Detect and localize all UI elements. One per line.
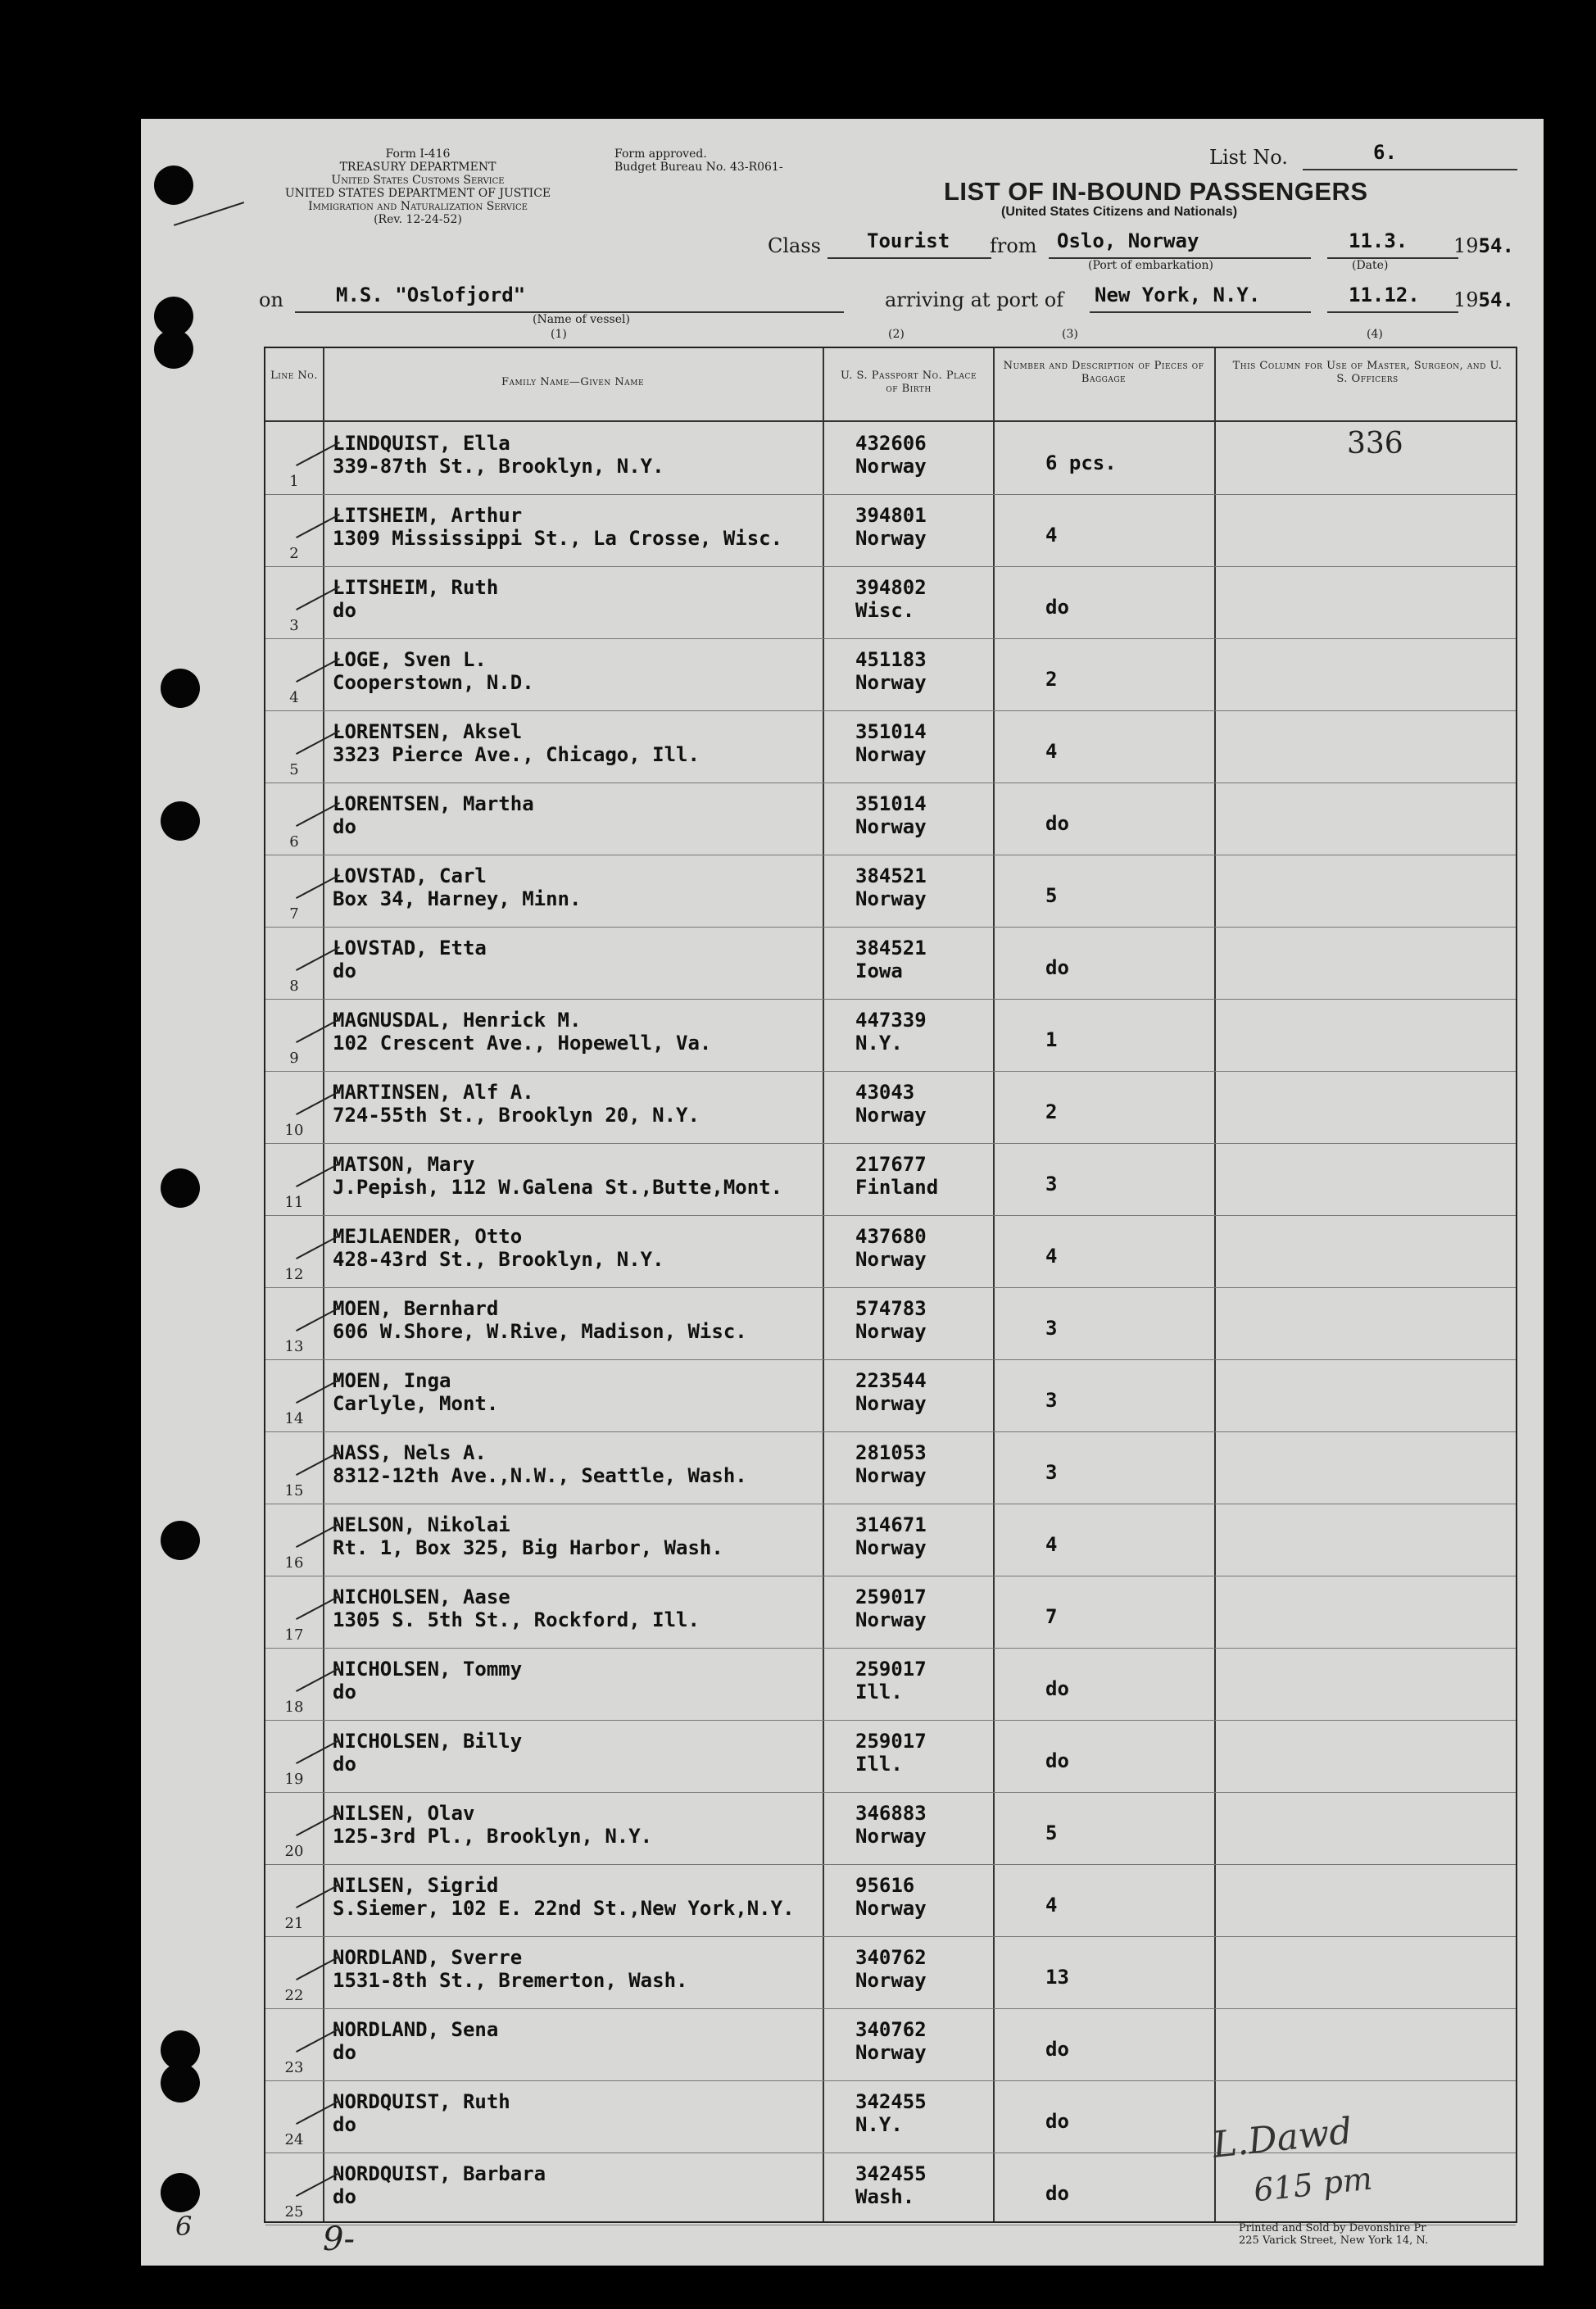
- passenger-name: MAGNUSDAL, Henrick M.: [333, 1009, 582, 1032]
- place-of-birth: Norway: [855, 1320, 927, 1343]
- passenger-address: 1531-8th St., Bremerton, Wash.: [333, 1969, 688, 1992]
- baggage-count: 4: [1045, 524, 1058, 547]
- handwritten-time: 615 pm: [1252, 2160, 1374, 2209]
- class-label: Class: [768, 234, 821, 257]
- passenger-address: do: [333, 815, 356, 838]
- place-of-birth: Norway: [855, 455, 927, 478]
- baggage-count: 3: [1045, 1461, 1058, 1484]
- vessel-caption: (Name of vessel): [533, 313, 630, 326]
- baggage-count: do: [1045, 812, 1069, 835]
- passenger-address: 1309 Mississippi St., La Crosse, Wisc.: [333, 527, 783, 550]
- place-of-birth: Ill.: [855, 1681, 903, 1703]
- passport-number: 432606: [855, 432, 927, 455]
- passenger-name: NORDLAND, Sena: [333, 2018, 499, 2041]
- from-label: from: [990, 234, 1037, 257]
- dept-justice: UNITED STATES DEPARTMENT OF JUSTICE: [284, 187, 551, 200]
- officer-stamp-number: 336: [1347, 427, 1403, 460]
- passport-number: 223544: [855, 1369, 927, 1392]
- binder-hole: [154, 166, 193, 205]
- arrival-year: [1453, 288, 1514, 311]
- list-number-value: 6.: [1373, 141, 1397, 164]
- place-of-birth: N.Y.: [855, 1032, 903, 1055]
- header-passport: U. S. Passport No. Place of Birth: [840, 370, 977, 395]
- passenger-address: Box 34, Harney, Minn.: [333, 887, 582, 910]
- passenger-name: MOEN, Inga: [333, 1369, 451, 1392]
- passport-number: 384521: [855, 937, 927, 959]
- line-number: 23: [284, 2059, 304, 2076]
- passenger-address: Carlyle, Mont.: [333, 1392, 499, 1415]
- passport-number: 340762: [855, 2018, 927, 2041]
- passenger-address: 1305 S. 5th St., Rockford, Ill.: [333, 1608, 700, 1631]
- baggage-count: do: [1045, 2182, 1069, 2205]
- embarkation-caption: (Port of embarkation): [1088, 259, 1213, 272]
- passenger-address: 606 W.Shore, W.Rive, Madison, Wisc.: [333, 1320, 747, 1343]
- passenger-name: MATSON, Mary: [333, 1153, 475, 1176]
- place-of-birth: Norway: [855, 743, 927, 766]
- dept-customs: United States Customs Service: [331, 174, 505, 187]
- line-number: 12: [284, 1266, 304, 1283]
- baggage-count: 4: [1045, 1533, 1058, 1556]
- passport-number: 574783: [855, 1297, 927, 1320]
- baggage-count: 7: [1045, 1605, 1058, 1628]
- class-line: [827, 257, 991, 259]
- line-number: 2: [289, 545, 299, 562]
- passport-number: 314671: [855, 1513, 927, 1536]
- passport-number: 95616: [855, 1874, 915, 1897]
- table-row: [265, 1936, 1516, 2009]
- form-subtitle: (United States Citizens and Nationals): [1001, 205, 1238, 219]
- passenger-name: NICHOLSEN, Aase: [333, 1585, 510, 1608]
- passenger-name: LOVSTAD, Carl: [333, 864, 487, 887]
- form-approved: Form approved.: [614, 147, 707, 161]
- table-row: [265, 1143, 1516, 1216]
- line-number: 10: [284, 1122, 304, 1139]
- passenger-address: do: [333, 2185, 356, 2208]
- place-of-birth: Norway: [855, 1104, 927, 1127]
- line-number: 14: [284, 1410, 304, 1427]
- date-line: [1327, 257, 1458, 259]
- year-prefix: 19: [1453, 288, 1479, 311]
- printer-imprint: [1239, 2222, 1428, 2247]
- line-number: 4: [289, 689, 299, 706]
- passport-number: 351014: [855, 720, 927, 743]
- form-title: LIST OF IN-BOUND PASSENGERS: [944, 177, 1368, 206]
- place-of-birth: Norway: [855, 887, 927, 910]
- line-number: 13: [284, 1338, 304, 1355]
- line-number: 20: [284, 1843, 304, 1860]
- passenger-table: [264, 347, 1517, 2223]
- table-row: [265, 1720, 1516, 1793]
- baggage-count: do: [1045, 1749, 1069, 1772]
- passport-number: 259017: [855, 1658, 927, 1681]
- column-number-3: (3): [1062, 328, 1078, 341]
- baggage-count: 2: [1045, 1100, 1058, 1123]
- binder-hole: [161, 2173, 200, 2212]
- line-number: 17: [284, 1626, 304, 1644]
- passenger-address: Rt. 1, Box 325, Big Harbor, Wash.: [333, 1536, 723, 1559]
- passenger-address: 428-43rd St., Brooklyn, N.Y.: [333, 1248, 664, 1271]
- margin-note: 9-: [323, 2221, 355, 2258]
- passport-number: 351014: [855, 792, 927, 815]
- dept-ins: Immigration and Naturalization Service: [308, 200, 528, 213]
- class-value: Tourist: [867, 229, 950, 252]
- line-number: 15: [284, 1482, 304, 1499]
- place-of-birth: Norway: [855, 815, 927, 838]
- line-number: 1: [289, 473, 299, 490]
- baggage-count: 13: [1045, 1966, 1069, 1989]
- line-number: 18: [284, 1699, 304, 1716]
- baggage-count: 2: [1045, 668, 1058, 691]
- place-of-birth: Norway: [855, 1969, 927, 1992]
- form-approval: [614, 147, 783, 174]
- line-number: 24: [284, 2131, 304, 2148]
- passenger-address: do: [333, 599, 356, 622]
- place-of-birth: Iowa: [855, 959, 903, 982]
- binder-hole: [161, 801, 200, 841]
- form-header: [254, 147, 582, 226]
- place-of-birth: N.Y.: [855, 2113, 903, 2136]
- passenger-name: NICHOLSEN, Billy: [333, 1730, 523, 1753]
- binder-hole: [161, 1168, 200, 1208]
- passenger-address: do: [333, 2113, 356, 2136]
- passenger-name: NELSON, Nikolai: [333, 1513, 510, 1536]
- table-row: [265, 638, 1516, 711]
- passenger-address: do: [333, 2041, 356, 2064]
- table-row: [265, 422, 1516, 495]
- place-of-birth: Norway: [855, 1392, 927, 1415]
- table-row: [265, 783, 1516, 855]
- baggage-count: do: [1045, 596, 1069, 619]
- baggage-count: do: [1045, 956, 1069, 979]
- binder-hole: [161, 1521, 200, 1560]
- passport-number: 342455: [855, 2162, 927, 2185]
- printer-line-1: Printed and Sold by Devonshire Pr: [1239, 2222, 1426, 2234]
- baggage-count: do: [1045, 2110, 1069, 2133]
- passport-number: 259017: [855, 1730, 927, 1753]
- passport-number: 437680: [855, 1225, 927, 1248]
- place-of-birth: Norway: [855, 1897, 927, 1920]
- table-row: [265, 1648, 1516, 1721]
- arrival-port-line: [1090, 311, 1311, 313]
- passenger-name: LORENTSEN, Aksel: [333, 720, 523, 743]
- passport-number: 259017: [855, 1585, 927, 1608]
- header-line-no: Line No.: [270, 370, 318, 382]
- dept-treasury: TREASURY DEPARTMENT: [339, 161, 496, 174]
- passport-number: 447339: [855, 1009, 927, 1032]
- table-row: [265, 1864, 1516, 1937]
- year-suffix: 54.: [1478, 234, 1514, 257]
- binder-hole: [161, 669, 200, 708]
- passenger-name: NICHOLSEN, Tommy: [333, 1658, 523, 1681]
- place-of-birth: Wash.: [855, 2185, 915, 2208]
- passenger-address: do: [333, 1681, 356, 1703]
- passenger-name: LOVSTAD, Etta: [333, 937, 487, 959]
- table-row: [265, 855, 1516, 928]
- passenger-address: 8312-12th Ave.,N.W., Seattle, Wash.: [333, 1464, 747, 1487]
- table-row: [265, 2008, 1516, 2081]
- table-row: [265, 566, 1516, 639]
- embarkation-port: Oslo, Norway: [1057, 229, 1199, 252]
- passenger-name: NORDLAND, Sverre: [333, 1946, 523, 1969]
- baggage-count: 5: [1045, 1821, 1058, 1844]
- passenger-address: do: [333, 1753, 356, 1776]
- baggage-count: 3: [1045, 1173, 1058, 1195]
- passenger-address: 724-55th St., Brooklyn 20, N.Y.: [333, 1104, 700, 1127]
- place-of-birth: Finland: [855, 1176, 939, 1199]
- baggage-count: 4: [1045, 740, 1058, 763]
- line-number: 8: [289, 978, 299, 995]
- line-number: 9: [289, 1050, 299, 1067]
- passenger-name: NASS, Nels A.: [333, 1441, 487, 1464]
- vessel-name: M.S. "Oslofjord": [336, 284, 526, 306]
- place-of-birth: Norway: [855, 2041, 927, 2064]
- table-row: [265, 1504, 1516, 1576]
- passenger-address: do: [333, 959, 356, 982]
- passport-number: 394801: [855, 504, 927, 527]
- passport-number: 340762: [855, 1946, 927, 1969]
- passport-number: 346883: [855, 1802, 927, 1825]
- passenger-address: Cooperstown, N.D.: [333, 671, 534, 694]
- place-of-birth: Norway: [855, 1464, 927, 1487]
- place-of-birth: Norway: [855, 671, 927, 694]
- printer-line-2: 225 Varick Street, New York 14, N.: [1239, 2234, 1429, 2247]
- place-of-birth: Norway: [855, 1608, 927, 1631]
- table-row: [265, 1215, 1516, 1288]
- passport-number: 217677: [855, 1153, 927, 1176]
- passport-number: 394802: [855, 576, 927, 599]
- passenger-name: NILSEN, Sigrid: [333, 1874, 499, 1897]
- passenger-name: NORDQUIST, Ruth: [333, 2090, 510, 2113]
- form-number: Form I-416: [385, 147, 451, 161]
- passport-number: 281053: [855, 1441, 927, 1464]
- arrival-date-line: [1327, 311, 1458, 313]
- passenger-name: LITSHEIM, Ruth: [333, 576, 499, 599]
- line-number: 11: [284, 1194, 304, 1211]
- baggage-count: do: [1045, 1677, 1069, 1700]
- list-number-line: [1303, 169, 1517, 170]
- table-row: [265, 1287, 1516, 1360]
- passenger-address: 339-87th St., Brooklyn, N.Y.: [333, 455, 664, 478]
- line-number: 6: [289, 833, 299, 851]
- baggage-count: 4: [1045, 1245, 1058, 1268]
- baggage-count: 4: [1045, 1894, 1058, 1917]
- arrival-date: 11.12.: [1349, 284, 1420, 306]
- passenger-name: NILSEN, Olav: [333, 1802, 475, 1825]
- table-row: [265, 1359, 1516, 1432]
- baggage-count: 1: [1045, 1028, 1058, 1051]
- line-number: 22: [284, 1987, 304, 2004]
- form-revision: (Rev. 12-24-52): [374, 213, 462, 226]
- on-label: on: [259, 288, 283, 311]
- arrival-port: New York, N.Y.: [1095, 284, 1261, 306]
- handwritten-signature: L.Dawd: [1210, 2110, 1354, 2166]
- table-row: [265, 1792, 1516, 1865]
- line-number: 25: [284, 2203, 304, 2221]
- passport-number: 451183: [855, 648, 927, 671]
- departure-date: 11.3.: [1349, 229, 1408, 252]
- passenger-address: 102 Crescent Ave., Hopewell, Va.: [333, 1032, 712, 1055]
- passport-number: 342455: [855, 2090, 927, 2113]
- line-number: 16: [284, 1554, 304, 1572]
- binder-hole: [161, 2063, 200, 2103]
- baggage-count: 3: [1045, 1317, 1058, 1340]
- list-number-label: List No.: [1209, 146, 1288, 169]
- place-of-birth: Ill.: [855, 1753, 903, 1776]
- place-of-birth: Norway: [855, 1536, 927, 1559]
- table-row: [265, 494, 1516, 567]
- passenger-name: LINDQUIST, Ella: [333, 432, 510, 455]
- table-row: [265, 999, 1516, 1072]
- passenger-address: S.Siemer, 102 E. 22nd St.,New York,N.Y.: [333, 1897, 795, 1920]
- header-name: Family Name—Given Name: [501, 376, 645, 388]
- baggage-count: do: [1045, 2038, 1069, 2061]
- passenger-name: MOEN, Bernhard: [333, 1297, 499, 1320]
- binder-hole: [154, 329, 193, 369]
- header-officers: This Column for Use of Master, Surgeon, and U. S. Officers: [1232, 360, 1503, 385]
- margin-six: 6: [175, 2211, 193, 2242]
- line-number: 3: [289, 617, 299, 634]
- passenger-name: MEJLAENDER, Otto: [333, 1225, 523, 1248]
- table-row: [265, 1071, 1516, 1144]
- departure-year: [1453, 234, 1514, 257]
- passenger-name: LITSHEIM, Arthur: [333, 504, 523, 527]
- place-of-birth: Wisc.: [855, 599, 915, 622]
- table-row: [265, 710, 1516, 783]
- baggage-count: 3: [1045, 1389, 1058, 1412]
- place-of-birth: Norway: [855, 1825, 927, 1848]
- column-number-2: (2): [888, 328, 905, 341]
- passenger-name: NORDQUIST, Barbara: [333, 2162, 546, 2185]
- baggage-count: 6 pcs.: [1045, 451, 1117, 474]
- passport-number: 43043: [855, 1081, 915, 1104]
- line-number: 7: [289, 905, 299, 923]
- table-row: [265, 1576, 1516, 1649]
- year-suffix: 54.: [1478, 288, 1514, 311]
- baggage-count: 5: [1045, 884, 1058, 907]
- passport-number: 384521: [855, 864, 927, 887]
- date-caption: (Date): [1352, 259, 1389, 272]
- table-row: [265, 927, 1516, 1000]
- passenger-address: 125-3rd Pl., Brooklyn, N.Y.: [333, 1825, 653, 1848]
- budget-bureau: Budget Bureau No. 43-R061-: [614, 161, 783, 174]
- passenger-name: MARTINSEN, Alf A.: [333, 1081, 534, 1104]
- header-baggage: Number and Description of Pieces of Baggage: [1003, 360, 1204, 385]
- column-number-4: (4): [1367, 328, 1383, 341]
- passenger-address: 3323 Pierce Ave., Chicago, Ill.: [333, 743, 700, 766]
- passenger-address: J.Pepish, 112 W.Galena St.,Butte,Mont.: [333, 1176, 783, 1199]
- arriving-label: arriving at port of: [885, 288, 1064, 311]
- table-row: [265, 1431, 1516, 1504]
- place-of-birth: Norway: [855, 1248, 927, 1271]
- line-number: 21: [284, 1915, 304, 1932]
- passenger-name: LORENTSEN, Martha: [333, 792, 534, 815]
- line-number: 5: [289, 761, 299, 778]
- year-prefix: 19: [1453, 234, 1479, 257]
- place-of-birth: Norway: [855, 527, 927, 550]
- vessel-column-number: (1): [551, 328, 567, 341]
- line-number: 19: [284, 1771, 304, 1788]
- passenger-name: LOGE, Sven L.: [333, 648, 487, 671]
